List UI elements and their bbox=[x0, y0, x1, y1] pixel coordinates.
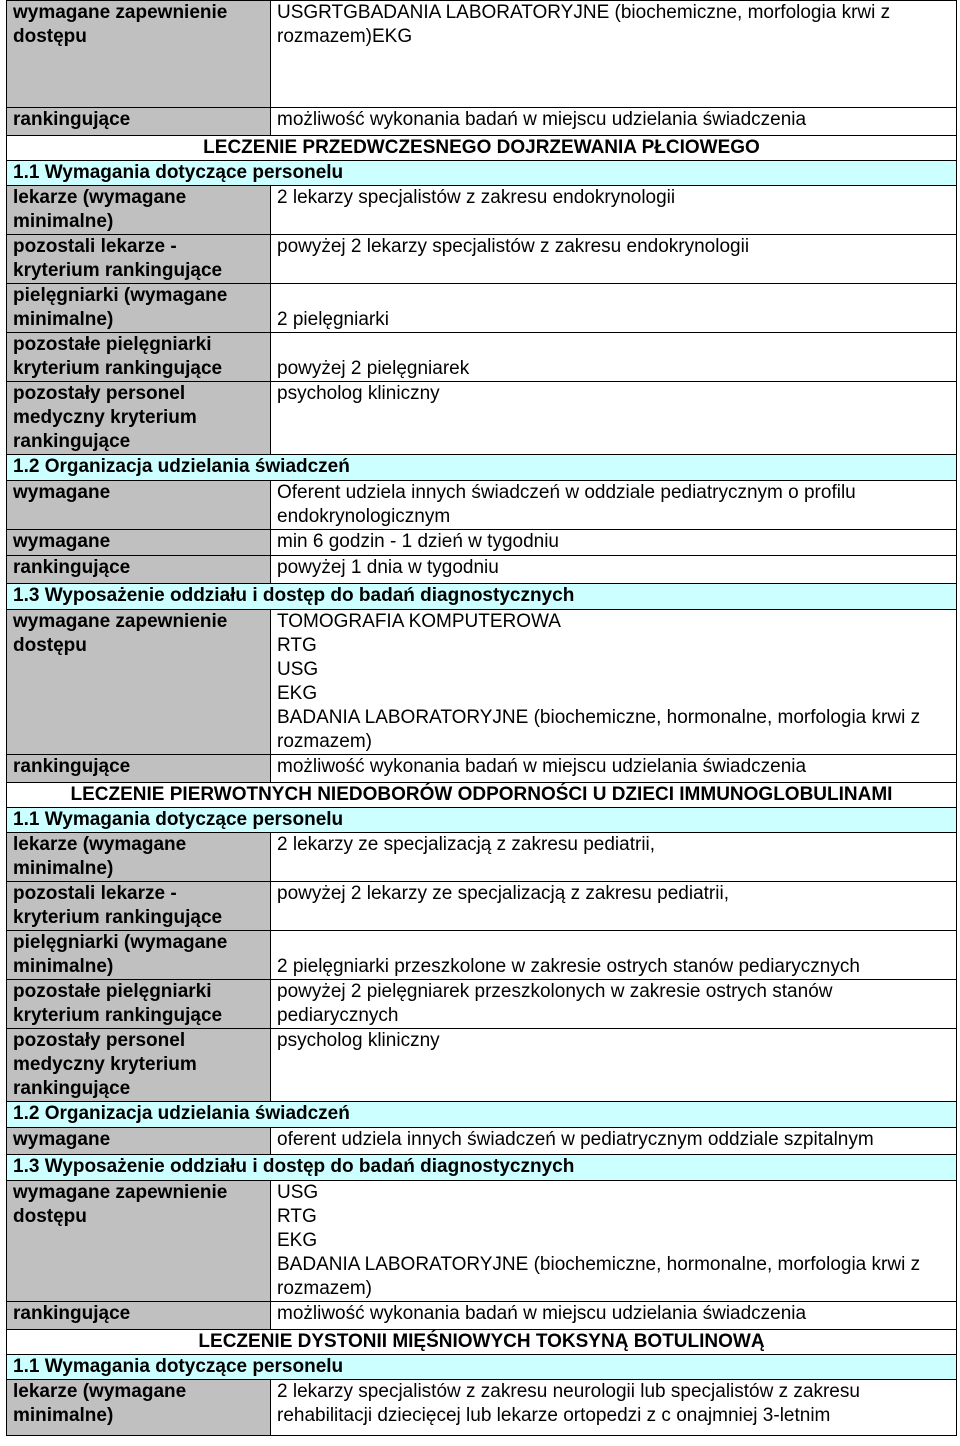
section-header-row bbox=[7, 808, 957, 833]
requirement-label: pozostały personel medyczny kryterium rankingujące bbox=[7, 382, 271, 455]
requirement-value: powyżej 2 pielęgniarek bbox=[271, 333, 957, 382]
requirement-row bbox=[7, 186, 957, 235]
section-header: 1.2 Organizacja udzielania świadczeń bbox=[7, 1102, 957, 1128]
requirement-value: powyżej 2 lekarzy ze specjalizacją z zakresu pediatrii, bbox=[271, 882, 957, 931]
requirement-label: pozostali lekarze - kryterium rankingujące bbox=[7, 235, 271, 284]
requirement-label: lekarze (wymagane minimalne) bbox=[7, 186, 271, 235]
requirement-value: Oferent udziela innych świadczeń w oddziale pediatrycznym o profilu endokrynologicznym bbox=[271, 481, 957, 530]
requirement-label: wymagane zapewnienie dostępu bbox=[7, 1, 271, 108]
requirement-label: rankingujące bbox=[7, 556, 271, 584]
requirement-row bbox=[7, 108, 957, 136]
requirement-label: pozostałe pielęgniarki kryterium rankingujące bbox=[7, 980, 271, 1029]
requirement-label: pozostały personel medyczny kryterium rankingujące bbox=[7, 1029, 271, 1102]
requirement-row bbox=[7, 931, 957, 980]
section-header-row bbox=[7, 1102, 957, 1128]
requirement-row bbox=[7, 1302, 957, 1330]
section-header: 1.3 Wyposażenie oddziału i dostęp do badań diagnostycznych bbox=[7, 1155, 957, 1181]
requirement-label: wymagane bbox=[7, 1128, 271, 1155]
requirement-row bbox=[7, 235, 957, 284]
requirement-label: pozostali lekarze - kryterium rankingujące bbox=[7, 882, 271, 931]
requirement-label: rankingujące bbox=[7, 755, 271, 783]
treatment-title-row bbox=[7, 1330, 957, 1355]
requirement-row bbox=[7, 333, 957, 382]
requirement-row bbox=[7, 833, 957, 882]
requirement-value: 2 lekarzy specjalistów z zakresu endokrynologii bbox=[271, 186, 957, 235]
requirement-label: lekarze (wymagane minimalne) bbox=[7, 833, 271, 882]
requirement-value: 2 lekarzy ze specjalizacją z zakresu pediatrii, bbox=[271, 833, 957, 882]
requirement-value: powyżej 2 pielęgniarek przeszkolonych w zakresie ostrych stanów pediarycznych bbox=[271, 980, 957, 1029]
requirement-label: pozostałe pielęgniarki kryterium rankingujące bbox=[7, 333, 271, 382]
section-header-row bbox=[7, 1155, 957, 1181]
section-header-row bbox=[7, 584, 957, 610]
section-header: 1.1 Wymagania dotyczące personelu bbox=[7, 808, 957, 833]
section-header-row bbox=[7, 161, 957, 186]
requirement-value: 2 pielęgniarki bbox=[271, 284, 957, 333]
requirement-row bbox=[7, 530, 957, 556]
requirement-row bbox=[7, 610, 957, 755]
requirements-table-body bbox=[7, 1, 957, 1436]
requirement-value: USGRTGBADANIA LABORATORYJNE (biochemiczne, morfologia krwi z rozmazem)EKG bbox=[271, 1, 957, 108]
requirement-label: wymagane bbox=[7, 481, 271, 530]
requirement-value: min 6 godzin - 1 dzień w tygodniu bbox=[271, 530, 957, 556]
treatment-title-row bbox=[7, 783, 957, 808]
requirement-label: pielęgniarki (wymagane minimalne) bbox=[7, 284, 271, 333]
requirement-label: rankingujące bbox=[7, 108, 271, 136]
requirement-value: powyżej 1 dnia w tygodniu bbox=[271, 556, 957, 584]
requirement-value: powyżej 2 lekarzy specjalistów z zakresu endokrynologii bbox=[271, 235, 957, 284]
requirement-value: możliwość wykonania badań w miejscu udzielania świadczenia bbox=[271, 108, 957, 136]
section-header: 1.3 Wyposażenie oddziału i dostęp do badań diagnostycznych bbox=[7, 584, 957, 610]
requirement-row bbox=[7, 980, 957, 1029]
requirement-row bbox=[7, 481, 957, 530]
section-header: 1.2 Organizacja udzielania świadczeń bbox=[7, 455, 957, 481]
treatment-title-row bbox=[7, 136, 957, 161]
section-header-row bbox=[7, 455, 957, 481]
requirement-value: 2 pielęgniarki przeszkolone w zakresie ostrych stanów pediarycznych bbox=[271, 931, 957, 980]
requirement-row bbox=[7, 882, 957, 931]
requirement-value: TOMOGRAFIA KOMPUTEROWA RTG USG EKG BADANIA LABORATORYJNE (biochemiczne, hormonalne, morfologia krwi z rozmazem) bbox=[271, 610, 957, 755]
requirement-row bbox=[7, 284, 957, 333]
requirement-value: 2 lekarzy specjalistów z zakresu neurologii lub specjalistów z zakresu rehabilitacji dziecięcej lub lekarze ortopedzi z c onajmniej 3-letnim bbox=[271, 1380, 957, 1436]
requirement-row bbox=[7, 556, 957, 584]
treatment-title: LECZENIE PIERWOTNYCH NIEDOBORÓW ODPORNOŚCI U DZIECI IMMUNOGLOBULINAMI bbox=[7, 783, 957, 808]
requirement-value: USG RTG EKG BADANIA LABORATORYJNE (biochemiczne, hormonalne, morfologia krwi z rozmazem) bbox=[271, 1181, 957, 1302]
requirement-value: psycholog kliniczny bbox=[271, 1029, 957, 1102]
requirement-label: rankingujące bbox=[7, 1302, 271, 1330]
section-header: 1.1 Wymagania dotyczące personelu bbox=[7, 161, 957, 186]
requirement-row bbox=[7, 755, 957, 783]
requirement-label: wymagane zapewnienie dostępu bbox=[7, 1181, 271, 1302]
requirement-row bbox=[7, 382, 957, 455]
requirement-row bbox=[7, 1380, 957, 1436]
requirement-value: możliwość wykonania badań w miejscu udzielania świadczenia bbox=[271, 755, 957, 783]
requirement-label: wymagane bbox=[7, 530, 271, 556]
requirement-row bbox=[7, 1181, 957, 1302]
requirement-label: wymagane zapewnienie dostępu bbox=[7, 610, 271, 755]
requirement-value: psycholog kliniczny bbox=[271, 382, 957, 455]
requirement-row bbox=[7, 1, 957, 108]
requirement-value: oferent udziela innych świadczeń w pediatrycznym oddziale szpitalnym bbox=[271, 1128, 957, 1155]
section-header: 1.1 Wymagania dotyczące personelu bbox=[7, 1355, 957, 1380]
treatment-title: LECZENIE DYSTONII MIĘŚNIOWYCH TOKSYNĄ BOTULINOWĄ bbox=[7, 1330, 957, 1355]
requirement-row bbox=[7, 1128, 957, 1155]
requirement-label: lekarze (wymagane minimalne) bbox=[7, 1380, 271, 1436]
requirement-label: pielęgniarki (wymagane minimalne) bbox=[7, 931, 271, 980]
requirement-row bbox=[7, 1029, 957, 1102]
requirements-table bbox=[6, 0, 957, 1436]
section-header-row bbox=[7, 1355, 957, 1380]
treatment-title: LECZENIE PRZEDWCZESNEGO DOJRZEWANIA PŁCIOWEGO bbox=[7, 136, 957, 161]
requirement-value: możliwość wykonania badań w miejscu udzielania świadczenia bbox=[271, 1302, 957, 1330]
